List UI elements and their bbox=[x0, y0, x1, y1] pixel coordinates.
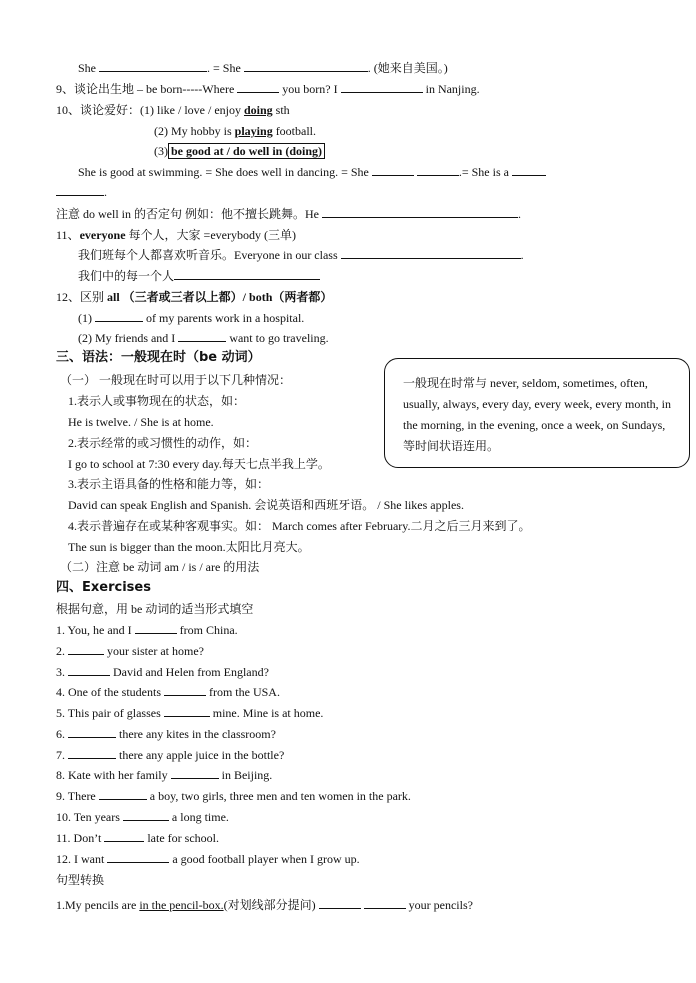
time-adverbial-note-box: 一般现在时常与 never, seldom, sometimes, often, usually, always, every day, every week, every month, in the morning, in the evening, once a week, on Sundays,等时间状语连用。 bbox=[384, 358, 690, 468]
exercise-item: 10. Ten years a long time. bbox=[56, 810, 229, 824]
blank[interactable] bbox=[164, 705, 210, 717]
exercise-instruction: 根据句意，用 be 动词的适当形式填空 bbox=[56, 602, 254, 616]
good-at-continuation: . bbox=[56, 184, 107, 200]
exercise-item: 7. there any apple juice in the bottle? bbox=[56, 748, 285, 762]
everyone-of-us: 我们中的每一个人 bbox=[78, 268, 320, 284]
exercise-item: 2. your sister at home? bbox=[56, 644, 204, 658]
blank[interactable] bbox=[56, 184, 104, 196]
blank[interactable] bbox=[364, 897, 406, 909]
blank[interactable] bbox=[171, 767, 219, 779]
blank[interactable] bbox=[68, 643, 104, 655]
section-4-heading: 四、Exercises bbox=[56, 580, 151, 595]
hobby-2: (2) My hobby is playing football. bbox=[154, 124, 317, 138]
everyone-example: 我们班每个人都喜欢听音乐。Everyone in our class . bbox=[78, 248, 524, 262]
blank[interactable] bbox=[68, 664, 110, 676]
usage-1-example: He is twelve. / She is at home. bbox=[68, 415, 214, 429]
blank[interactable] bbox=[341, 81, 423, 93]
all-both-1: (1) of my parents work in a hospital. bbox=[78, 311, 305, 325]
item-9-birthplace: 9、谈论出生地 – be born-----Where you born? I in Nanjing. bbox=[56, 82, 480, 96]
blank[interactable] bbox=[341, 247, 521, 259]
usage-2: 2.表示经常的或习惯性的动作，如： bbox=[68, 436, 258, 450]
usage-4: 4.表示普遍存在或某种客观事实。如： March comes after February.二月之后三月来到了。 bbox=[68, 519, 531, 533]
exercise-item: 11. Don’t late for school. bbox=[56, 831, 219, 845]
usage-1: 1.表示人或事物现在的状态，如： bbox=[68, 394, 246, 408]
usage-2-example: I go to school at 7:30 every day.每天七点半我上学。 bbox=[68, 457, 330, 471]
exercise-item: 3. David and Helen from England? bbox=[56, 665, 269, 679]
exercise-item: 8. Kate with her family in Beijing. bbox=[56, 768, 273, 782]
item-11-everyone: 11、everyone 每个人，大家 =everybody (三单) bbox=[56, 228, 296, 242]
blank[interactable] bbox=[244, 60, 368, 72]
blank[interactable] bbox=[95, 310, 143, 322]
hobby-3: (3) be good at / do well in (doing) bbox=[154, 143, 325, 159]
blank[interactable] bbox=[68, 747, 116, 759]
blank[interactable] bbox=[372, 164, 414, 176]
blank[interactable] bbox=[178, 330, 226, 342]
exercise-item: 6. there any kites in the classroom? bbox=[56, 727, 276, 741]
fill-line-she: She . = She . (她来自美国。) bbox=[78, 61, 448, 75]
blank[interactable] bbox=[104, 830, 144, 842]
usage-3: 3.表示主语具备的性格和能力等，如： bbox=[68, 477, 270, 491]
all-both-2: (2) My friends and I want to go traveling. bbox=[78, 331, 329, 345]
blank[interactable] bbox=[322, 206, 518, 218]
transform-item-1: 1.My pencils are in the pencil-box.(对划线部分提问) your pencils? bbox=[56, 898, 473, 912]
exercise-item: 12. I want a good football player when I grow up. bbox=[56, 852, 360, 866]
blank[interactable] bbox=[107, 851, 169, 863]
usage-3-example: David can speak English and Spanish. 会说英语和西班牙语。 / She likes apples. bbox=[68, 498, 464, 512]
blank[interactable] bbox=[68, 726, 116, 738]
sentence-transform-heading: 句型转换 bbox=[56, 873, 105, 887]
blank[interactable] bbox=[99, 788, 147, 800]
blank[interactable] bbox=[135, 622, 177, 634]
good-at-sentence: She is good at swimming. = She does well in dancing. = She .= She is a bbox=[78, 164, 546, 180]
exercise-item: 4. One of the students from the USA. bbox=[56, 685, 280, 699]
usage-4-example: The sun is bigger than the moon.太阳比月亮大。 bbox=[68, 540, 310, 554]
blank[interactable] bbox=[512, 164, 546, 176]
blank[interactable] bbox=[99, 60, 207, 72]
blank[interactable] bbox=[123, 809, 169, 821]
blank[interactable] bbox=[319, 897, 361, 909]
do-well-negative: 注意 do well in 的否定句 例如：他不擅长跳舞。He . bbox=[56, 207, 521, 221]
exercise-item: 9. There a boy, two girls, three men and ten women in the park. bbox=[56, 789, 411, 803]
be-verb-note: （二）注意 be 动词 am / is / are 的用法 bbox=[60, 560, 260, 574]
section-3-heading: 三、语法：一般现在时（be 动词） bbox=[56, 350, 261, 365]
blank[interactable] bbox=[237, 81, 279, 93]
blank[interactable] bbox=[174, 268, 320, 280]
grammar-intro: （一） 一般现在时可以用于以下几种情况： bbox=[60, 373, 292, 387]
exercise-item: 5. This pair of glasses mine. Mine is at home. bbox=[56, 706, 324, 720]
item-12-all-both: 12、区别 all （三者或三者以上都）/ both（两者都） bbox=[56, 290, 333, 304]
item-10-hobbies: 10、谈论爱好：(1) like / love / enjoy doing sth bbox=[56, 103, 290, 117]
blank[interactable] bbox=[417, 164, 459, 176]
exercise-item: 1. You, he and I from China. bbox=[56, 623, 238, 637]
blank[interactable] bbox=[164, 684, 206, 696]
